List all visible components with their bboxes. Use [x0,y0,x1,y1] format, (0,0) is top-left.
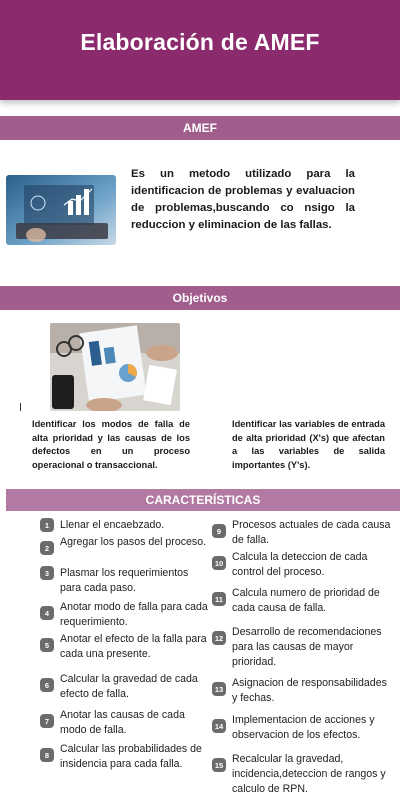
number-badge: 14 [212,719,226,733]
objetivo-item-1: Identificar los modos de falla de alta prioridad y las causas de los defectos en un proceso operacional o transaccional. [32,419,190,470]
amef-section-header [0,116,400,140]
item-text: Agregar los pasos del proceso. [60,536,207,548]
number-badge: 4 [40,606,54,620]
number-badge: 9 [212,524,226,538]
number-badge: 6 [40,678,54,692]
number-badge: 11 [212,592,226,606]
number-badge: 1 [40,518,54,532]
caracteristicas-heading: CARACTERÍSTICAS [145,493,261,507]
caracteristica-item-13 [212,676,392,706]
caracteristica-item-15 [212,752,398,797]
page-title: Elaboración de AMEF [80,28,320,55]
item-text: Procesos actuales de cada causa de falla. [232,519,391,546]
caracteristica-item-4 [40,600,210,630]
number-badge: 10 [212,556,226,570]
caracteristica-item-7 [40,708,210,738]
item-text: Plasmar los requerimientos para cada paso. [60,567,189,594]
number-badge: 2 [40,541,54,555]
item-text: Recalcular la gravedad, incidencia,deteccion de rangos y calculo de RPN. [232,753,386,795]
objetivo-item-2: Identificar las variables de entrada de alta prioridad (X's) que afectan a las variables de salida importantes (Y's). [232,419,385,470]
caracteristica-item-10 [212,550,392,580]
item-text: Llenar el encaebzado. [60,519,165,531]
item-text: Calcular la gravedad de cada efecto de falla. [60,673,198,700]
number-badge: 7 [40,714,54,728]
item-text: Anotar las causas de cada modo de falla. [60,709,185,736]
laptop-analytics-image [6,175,116,245]
caracteristica-item-2 [40,535,210,555]
caracteristica-item-5 [40,632,212,662]
caracteristica-item-3 [40,566,210,596]
caracteristica-item-8 [40,742,212,772]
caracteristica-item-6 [40,672,210,702]
number-badge: 13 [212,682,226,696]
item-text: Desarrollo de recomendaciones para las causas de mayor prioridad. [232,626,382,668]
number-badge: 15 [212,758,226,772]
amef-heading: AMEF [183,121,217,135]
page-header [0,0,400,100]
amef-description: Es un metodo utilizado para la identificacion de problemas y evaluacion de problemas,buscando co nsigo la reduccion y eliminacion de las fallas. [131,168,355,231]
caracteristicas-section-header [6,489,400,511]
caracteristica-item-1 [40,518,210,533]
caracteristica-item-12 [212,625,398,670]
item-text: Anotar el efecto de la falla para cada una presente. [60,633,207,660]
item-text: Implementacion de acciones y observacion de los efectos. [232,714,375,741]
number-badge: 3 [40,566,54,580]
item-text: Anotar modo de falla para cada requerimiento. [60,601,208,628]
item-text: Calcula la deteccion de cada control del proceso. [232,551,368,578]
number-badge: 8 [40,748,54,762]
objetivos-section-header [0,286,400,310]
objetivos-heading: Objetivos [172,291,228,305]
caracteristica-item-14 [212,713,392,743]
meeting-documents-image [50,323,180,411]
item-text: Calcula numero de prioridad de cada causa de falla. [232,587,380,614]
caracteristica-item-11 [212,586,392,616]
number-badge: 12 [212,631,226,645]
item-text: Calcular las probabilidades de insidencia para cada falla. [60,743,202,770]
number-badge: 5 [40,638,54,652]
item-text: Asignacion de responsabilidades y fechas. [232,677,387,704]
caracteristica-item-9 [212,518,392,548]
divider-mark [20,403,21,411]
